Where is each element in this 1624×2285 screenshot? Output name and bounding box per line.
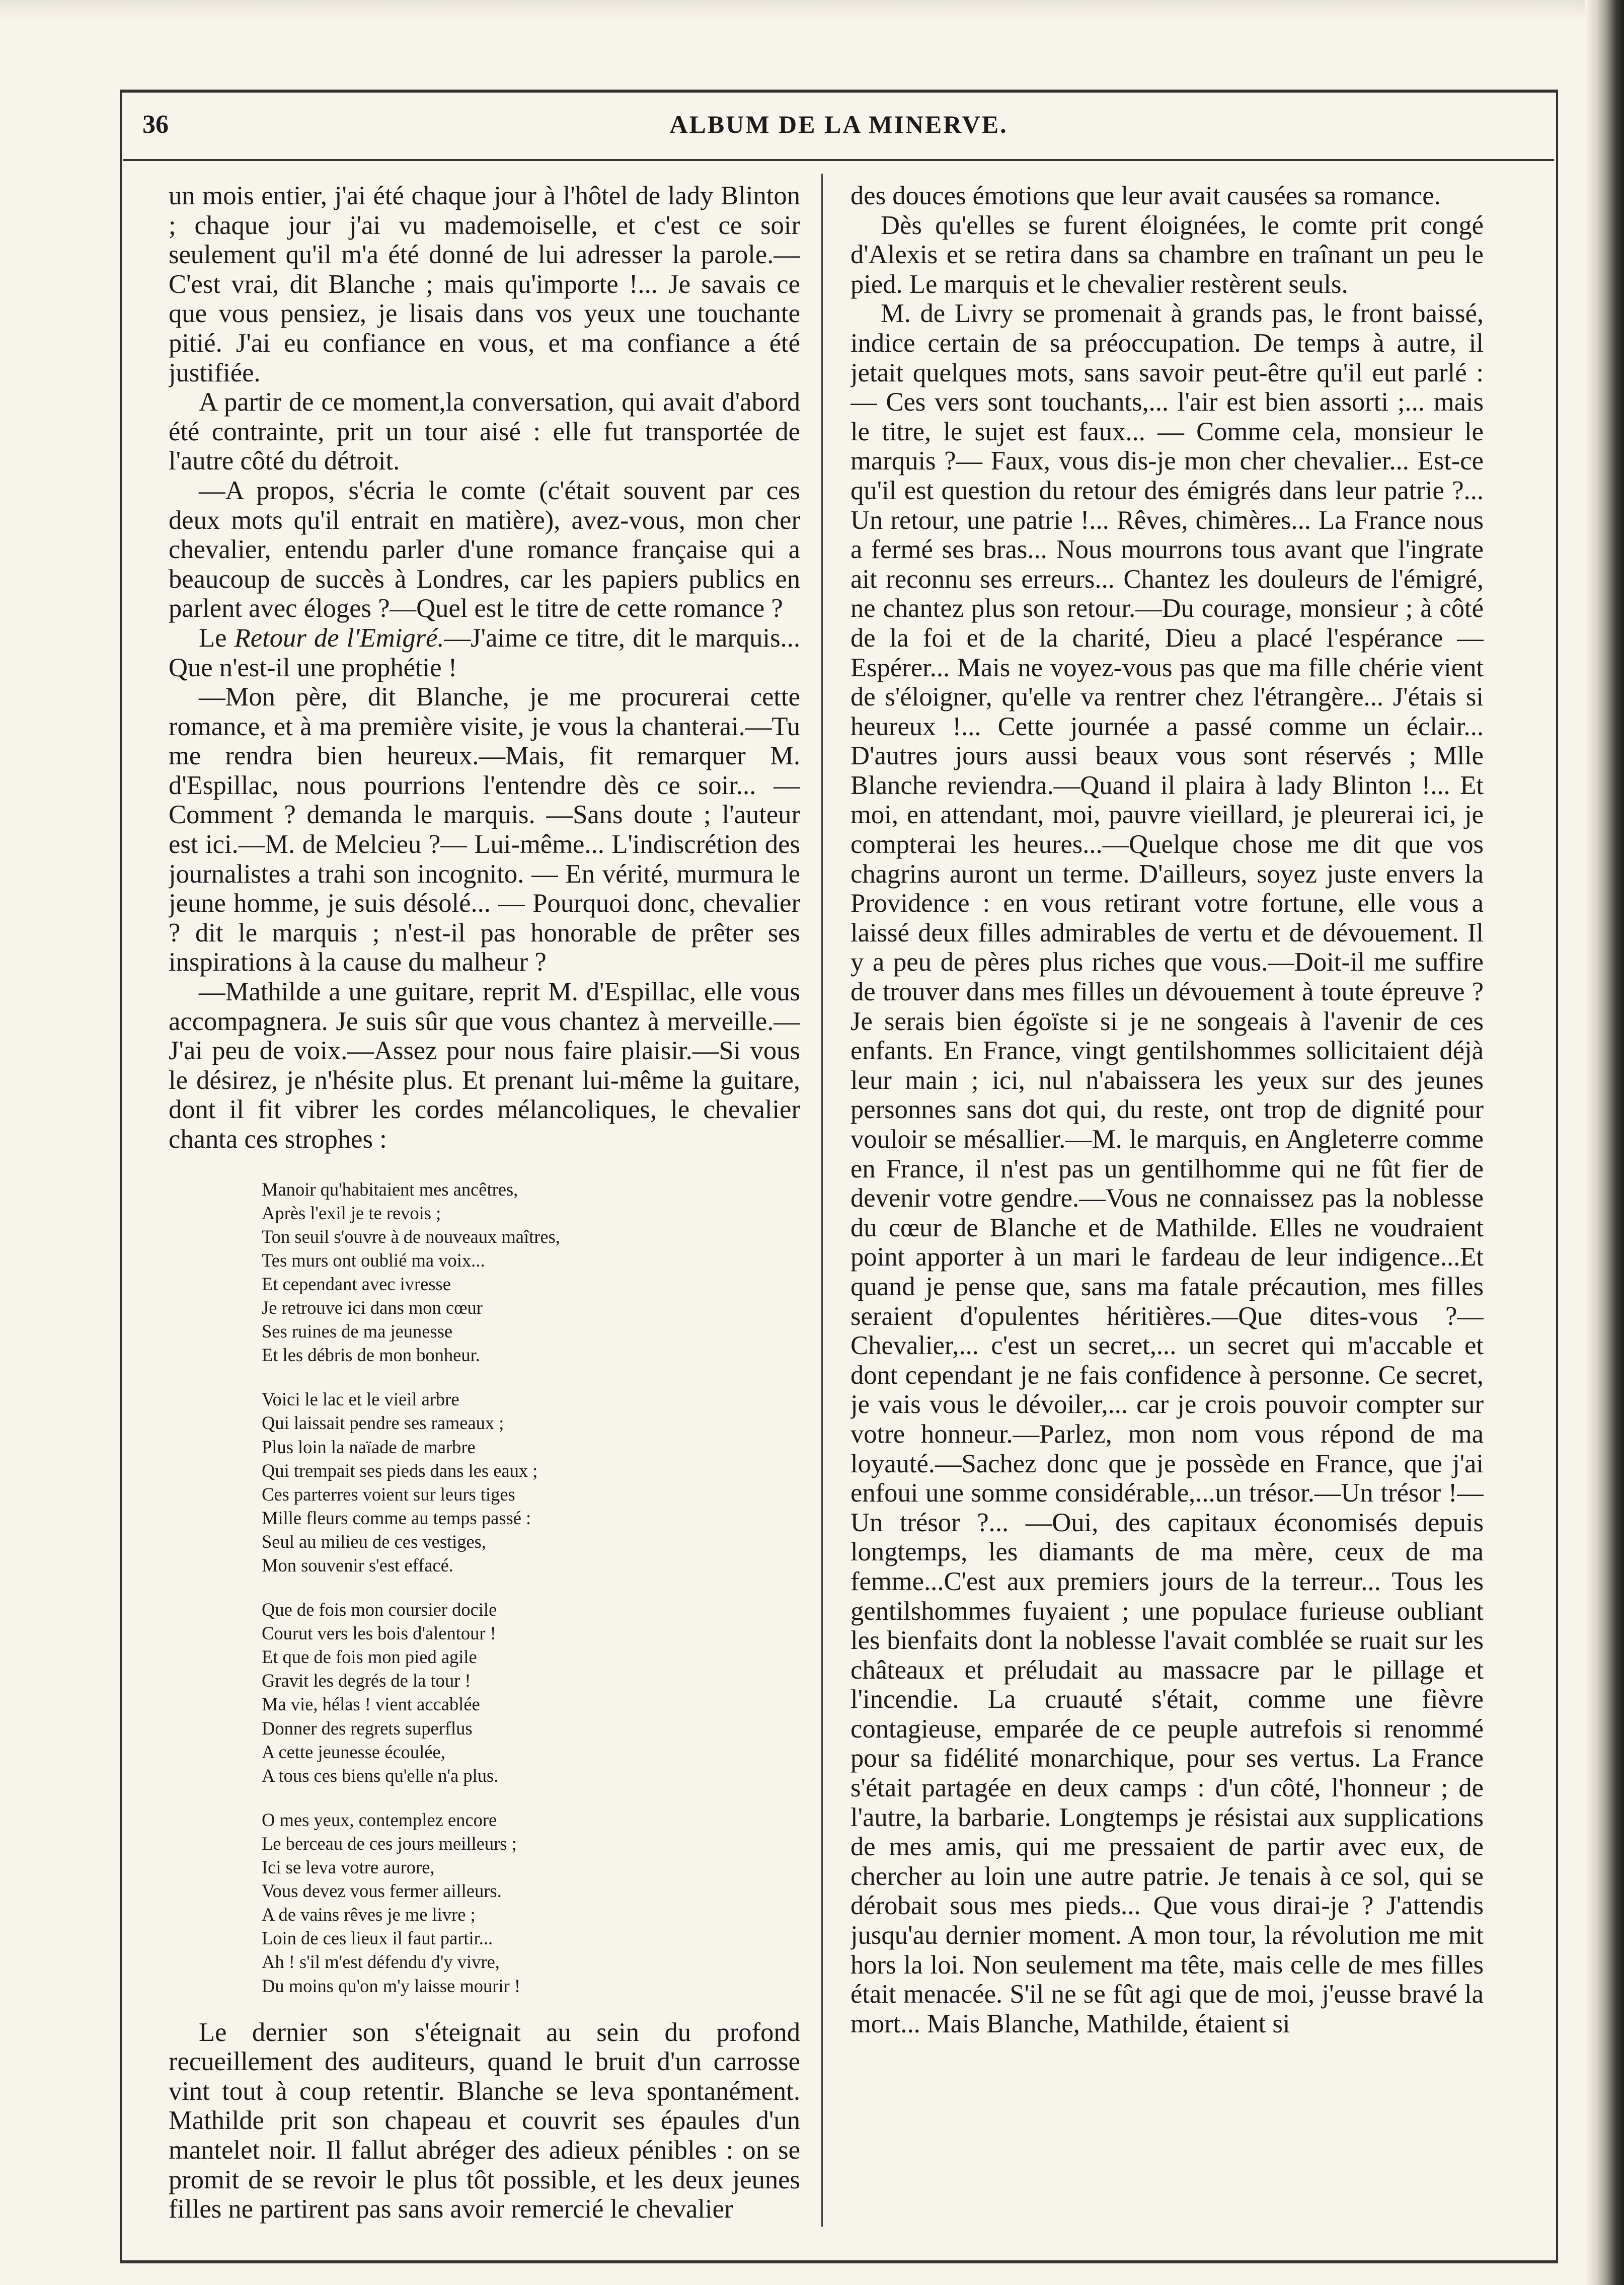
- poem-verse: O mes yeux, contemplez encore: [262, 1809, 497, 1830]
- paragraph: Le dernier son s'éteignait au sein du profond recueillement des auditeurs, quand le bruit d'un carrosse vint tout à coup retentir. Blanche se leva spontanément. Mathilde prit son chapeau et couvrit ses épaules d'un mantelet noir. Il fallut abréger des adieux pénibles : on se promit de se revoir le plus tôt possible, et les deux jeunes filles ne partirent pas sans avoir remercié le chevalier: [169, 2017, 800, 2224]
- poem-verse: Vous devez vous fermer ailleurs.: [262, 1880, 502, 1902]
- frame-top-rule: [120, 90, 1558, 93]
- header-rule: [123, 159, 1554, 161]
- paragraph: un mois entier, j'ai été chaque jour à l'hôtel de lady Blinton ; chaque jour j'ai vu mademoiselle, et c'est ce soir seulement qu'il m'a été donné de lui adresser la parole.—C'est vrai, dit Blanche ; mais qu'importe !... Je savais ce que vous pensiez, je lisais dans vos yeux une touchante pitié. J'ai eu confiance en vous, et ma confiance a été justifiée.: [169, 181, 800, 387]
- right-column: [850, 181, 1484, 2234]
- poem-verse: Loin de ces lieux il faut partir...: [262, 1928, 493, 1949]
- poem-verse: Manoir qu'habitaient mes ancêtres,: [262, 1178, 518, 1200]
- poem-verse: Donner des regrets superflus: [262, 1717, 473, 1739]
- page-top-shadow: [0, 0, 1624, 20]
- binding-shadow: [1585, 0, 1624, 2285]
- column-divider: [821, 174, 823, 2227]
- poem-verse: Et que de fois mon pied agile: [262, 1646, 477, 1668]
- poem-verse: Mon souvenir s'est effacé.: [262, 1555, 453, 1575]
- page-number: 36: [142, 110, 169, 139]
- poem-verse: Ma vie, hélas ! vient accablée: [262, 1694, 480, 1715]
- poem-stanza: [262, 1808, 800, 1998]
- poem-verse: Ces parterres voient sur leurs tiges: [262, 1483, 515, 1505]
- romance-title: Retour de l'Emigré.: [234, 623, 444, 653]
- left-column: [169, 181, 800, 2234]
- poem-verse: Je retrouve ici dans mon cœur: [262, 1297, 483, 1318]
- poem-verse: Qui trempait ses pieds dans les eaux ;: [262, 1460, 538, 1481]
- poem-verse: Après l'exil je te revois ;: [262, 1202, 441, 1223]
- poem-verse: Ton seuil s'ouvre à de nouveaux maîtres,: [262, 1226, 560, 1247]
- poem-verse: Seul au milieu de ces vestiges,: [262, 1531, 487, 1552]
- poem-verse: Ses ruines de ma jeunesse: [262, 1321, 453, 1342]
- text-run: —J'aime ce titre, dit le marquis... Que n'est-il une prophétie !: [169, 623, 800, 682]
- poem-verse: Et les débris de mon bonheur.: [262, 1345, 480, 1366]
- paragraph: A partir de ce moment,la conversation, qui avait d'abord été contrainte, prit un tour aisé : elle fut transportée de l'autre côté du détroit.: [169, 387, 800, 476]
- poem-verse: A cette jeunesse écoulée,: [262, 1741, 445, 1762]
- poem-verse: Voici le lac et le vieil arbre: [262, 1389, 459, 1410]
- poem-verse: Gravit les degrés de la tour !: [262, 1670, 471, 1691]
- poem-verse: A tous ces biens qu'elle n'a plus.: [262, 1765, 499, 1786]
- poem-stanza: [262, 1387, 800, 1577]
- running-title: ALBUM DE LA MINERVE.: [669, 110, 1008, 138]
- text-run: Le: [199, 623, 235, 653]
- page-header: [123, 106, 1554, 151]
- poem-verse: Tes murs ont oublié ma voix...: [262, 1249, 485, 1271]
- poem-verse: Et cependant avec ivresse: [262, 1273, 451, 1294]
- poem-verse: Ah ! s'il m'est défendu d'y vivre,: [262, 1951, 500, 1973]
- poem-verse: Le berceau de ces jours meilleurs ;: [262, 1833, 517, 1854]
- poem: [262, 1177, 800, 1998]
- poem-verse: Qui laissait pendre ses rameaux ;: [262, 1412, 504, 1434]
- paragraph-romance-title: [169, 623, 800, 682]
- poem-verse: A de vains rêves je me livre ;: [262, 1904, 476, 1925]
- poem-stanza: [262, 1177, 800, 1367]
- paragraph: —Mathilde a une guitare, reprit M. d'Espillac, elle vous accompagnera. Je suis sûr que vous chantez à merveille.—J'ai peu de voix.—Assez pour nous faire plaisir.—Si vous le désirez, je n'hésite plus. Et prenant lui-même la guitare, dont il fit vibrer les cordes mélancoliques, le chevalier chanta ces strophes :: [169, 977, 800, 1154]
- poem-verse: Du moins qu'on m'y laisse mourir !: [262, 1975, 520, 1996]
- poem-verse: Mille fleurs comme au temps passé :: [262, 1507, 531, 1528]
- poem-verse: Ici se leva votre aurore,: [262, 1857, 435, 1878]
- poem-verse: Que de fois mon coursier docile: [262, 1599, 497, 1620]
- paragraph: —Mon père, dit Blanche, je me procurerai cette romance, et à ma première visite, je vous la chanterai.—Tu me rendra bien heureux.—Mais, fit remarquer M. d'Espillac, nous pourrions l'entendre dès ce soir... — Comment ? demanda le marquis. —Sans doute ; l'auteur est ici.—M. de Melcieu ?— Lui-même... L'indiscrétion des journalistes a trahi son incognito. — En vérité, murmura le jeune homme, je suis désolé... — Pourquoi donc, chevalier ? dit le marquis ; n'est-il pas honorable de prêter ses inspirations à la cause du malheur ?: [169, 682, 800, 977]
- paragraph: Dès qu'elles se furent éloignées, le comte prit congé d'Alexis et se retira dans sa chambre en traînant un peu le pied. Le marquis et le chevalier restèrent seuls.: [850, 210, 1484, 299]
- paragraph: —A propos, s'écria le comte (c'était souvent par ces deux mots qu'il entrait en matière), avez-vous, mon cher chevalier, entendu parler d'une romance française qui a beaucoup de succès à Londres, car les papiers publics en parlent avec éloges ?—Quel est le titre de cette romance ?: [169, 476, 800, 623]
- poem-stanza: [262, 1598, 800, 1787]
- poem-verse: Courut vers les bois d'alentour !: [262, 1623, 496, 1644]
- paragraph: M. de Livry se promenait à grands pas, le front baissé, indice certain de sa préoccupation. De temps à autre, il jetait quelques mots, sans savoir peut-être qu'il eut parlé : — Ces vers sont touchants,... l'air est bien assorti ;... mais le titre, le sujet est faux... — Comme cela, monsieur le marquis ?— Faux, vous dis-je mon cher chevalier... Est-ce qu'il est question du retour des émigrés dans leur patrie ?... Un retour, une patrie !... Rêves, chimères... La France nous a fermé ses bras... Nous mourrons tous avant que l'ingrate ait reconnu ses erreurs... Chantez les douleurs de l'émigré, ne chantez plus son retour.—Du courage, monsieur ; à côté de la foi et de la charité, Dieu a placé l'espérance —Espérer... Mais ne voyez-vous pas que ma fille chérie vient de s'éloigner, qu'elle va rentrer chez l'étrangère... J'étais si heureux !... Cette journée a passé comme un éclair... D'autres jours aussi beaux vous sont réservés ; Mlle Blanche reviendra.—Quand il plaira à lady Blinton !... Et moi, en attendant, moi, pauvre vieillard, je pleurerai ici, je compterai les heures...—Quelque chose me dit que vos chagrins auront un terme. D'ailleurs, soyez juste envers la Providence : en vous retirant votre fortune, elle vous a laissé deux filles admirables de vertu et de dévouement. Il y a peu de pères plus riches que vous.—Doit-il me suffire de trouver dans mes filles un dévouement à toute épreuve ? Je serais bien égoïste si je ne songeais à l'avenir de ces enfants. En France, vingt gentilshommes sollicitaient déjà leur main ; ici, nul n'abaissera les yeux sur des jeunes personnes sans dot qui, du reste, ont trop de dignité pour vouloir se mésallier.—M. le marquis, en Angleterre comme en France, il n'est pas un gentilhomme qui ne fût fier de devenir votre gendre.—Vous ne connaissez pas la noblesse du cœur de Blanche et de Mathilde. Elles ne voudraient point apporter à un mari le fardeau de leur indigence...Et quand je pense que, sans ma fatale précaution, mes filles seraient d'opulentes héritières.—Que dites-vous ?— Chevalier,... c'est un secret,... un secret qui m'accable et dont cependant je ne fais confidence à personne. Ce secret, je vais vous le dévoiler,... car je crois pouvoir compter sur votre honneur.—Parlez, mon nom vous répond de ma loyauté.—Sachez donc que je possède en France, que j'ai enfoui une somme considérable,...un trésor.—Un trésor !—Un trésor ?... —Oui, des capitaux économisés depuis longtemps, les diamants de ma mère, ceux de ma femme...C'est aux premiers jours de la terreur... Tous les gentilshommes fuyaient ; une populace furieuse oubliant les bienfaits dont la noblesse l'avait comblée se ruait sur les châteaux et préludait au massacre par le pillage et l'incendie. La cruauté s'était, comme une fièvre contagieuse, emparée de ce peuple autrefois si renommé pour sa fidélité monarchique, pour ses vertus. La France s'était partagée en deux camps : d'un côté, l'honneur ; de l'autre, la barbarie. Longtemps je résistai aux supplications de mes amis, qui me pressaient de partir avec eux, de chercher au loin une autre patrie. Je tenais à ce sol, qui se dérobait sous mes pieds... Que vous dirai-je ? J'attendis jusqu'au dernier moment. A mon tour, la révolution me mit hors la loi. Non seulement ma tête, mais celle de mes filles était menacée. S'il ne se fût agi que de moi, j'eusse bravé la mort... Mais Blanche, Mathilde, étaient si: [850, 299, 1484, 2038]
- poem-verse: Plus loin la naïade de marbre: [262, 1436, 476, 1457]
- paragraph: des douces émotions que leur avait causées sa romance.: [850, 181, 1441, 210]
